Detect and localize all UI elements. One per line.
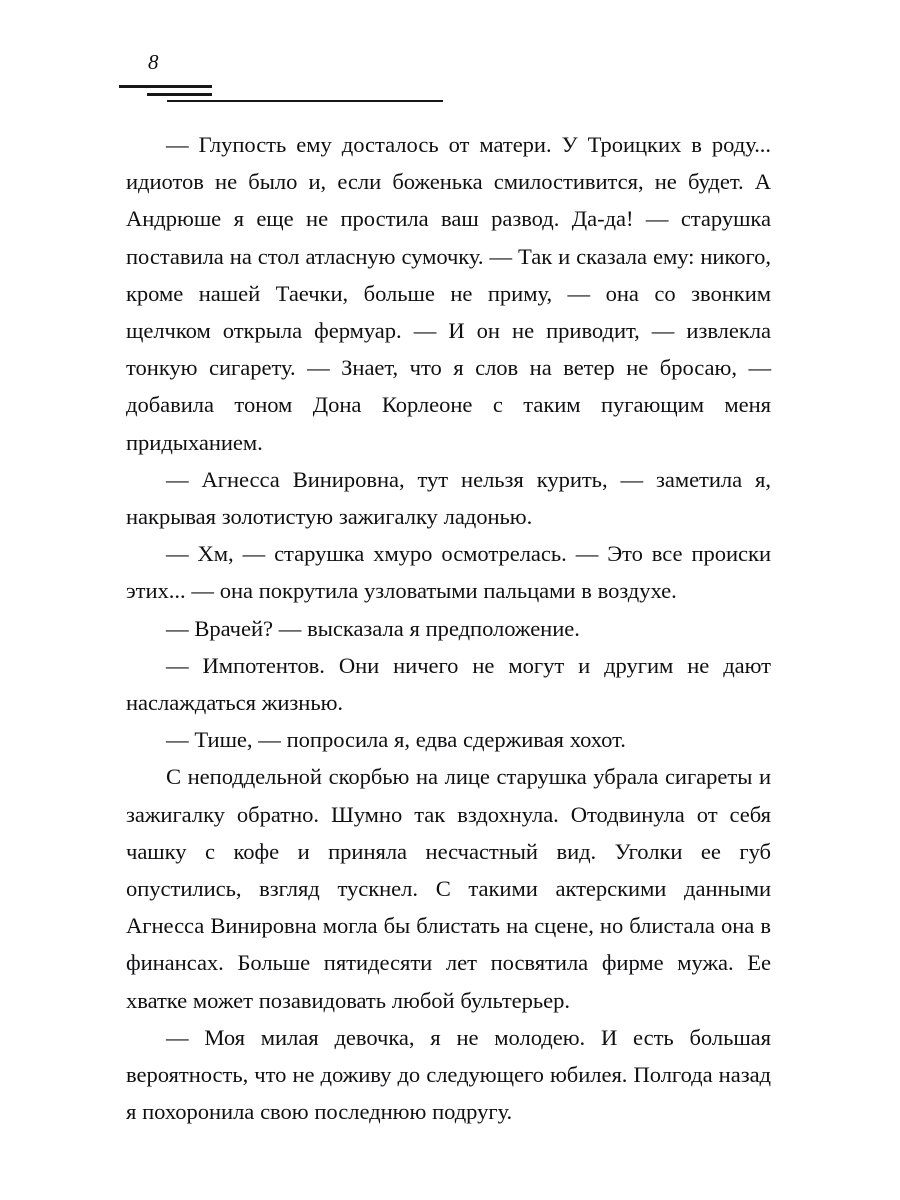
header-ornament	[0, 0, 900, 120]
paragraph: — Глупость ему досталось от матери. У Троицких в роду... идиотов не было и, если боженька смилостивится, не будет. А Андрюше я еще не простила ваш развод. Да-да! — старушка поставила на стол атласную сумочку. — Так и сказала ему: никого, кроме нашей Таечки, больше не приму, — она со звонким щелчком открыла фермуар. — И он не приводит, — извлекла тонкую сигарету. — Знает, что я слов на ветер не бросаю, — добавила тоном Дона Корлеоне с таким пугающим меня придыханием.	[126, 132, 771, 455]
paragraph: — Хм, — старушка хмуро осмотрелась. — Это все происки этих... — она покрутила узловатыми пальцами в воздухе.	[126, 541, 771, 604]
paragraph: — Импотентов. Они ничего не могут и другим не дают наслаждаться жизнью.	[126, 652, 771, 716]
paragraph: — Врачей? — высказала я предположение.	[166, 615, 580, 641]
ornament-rule-middle	[147, 93, 212, 96]
ornament-rule-top	[119, 85, 212, 88]
ornament-rule-bottom	[167, 100, 443, 102]
paragraph: С неподдельной скорбью на лице старушка убрала сигареты и зажигалку обратно. Шумно так вздохнула. Отодвинула от себя чашку с кофе и приняла несчастный вид. Уголки ее губ опустились, взгляд тускнел. С такими актерскими данными Агнесса Винировна могла бы блистать на сцене, но блистала она в финансах. Больше пятидесяти лет посвятила фирме мужа. Ее хватке может позавидовать любой бультерьер.	[126, 764, 771, 1013]
body-text-block	[126, 126, 771, 1130]
paragraph: — Моя милая девочка, я не молодею. И есть большая вероятность, что не доживу до следующего юбилея. Полгода назад я похоронила свою последнюю подругу.	[126, 1024, 771, 1125]
page-number: 8	[148, 50, 159, 74]
paragraph: — Агнесса Винировна, тут нельзя курить, — заметила я, накрывая золотистую зажигалку ладонью.	[126, 466, 771, 530]
paragraph: — Тише, — попросила я, едва сдерживая хохот.	[166, 727, 626, 753]
